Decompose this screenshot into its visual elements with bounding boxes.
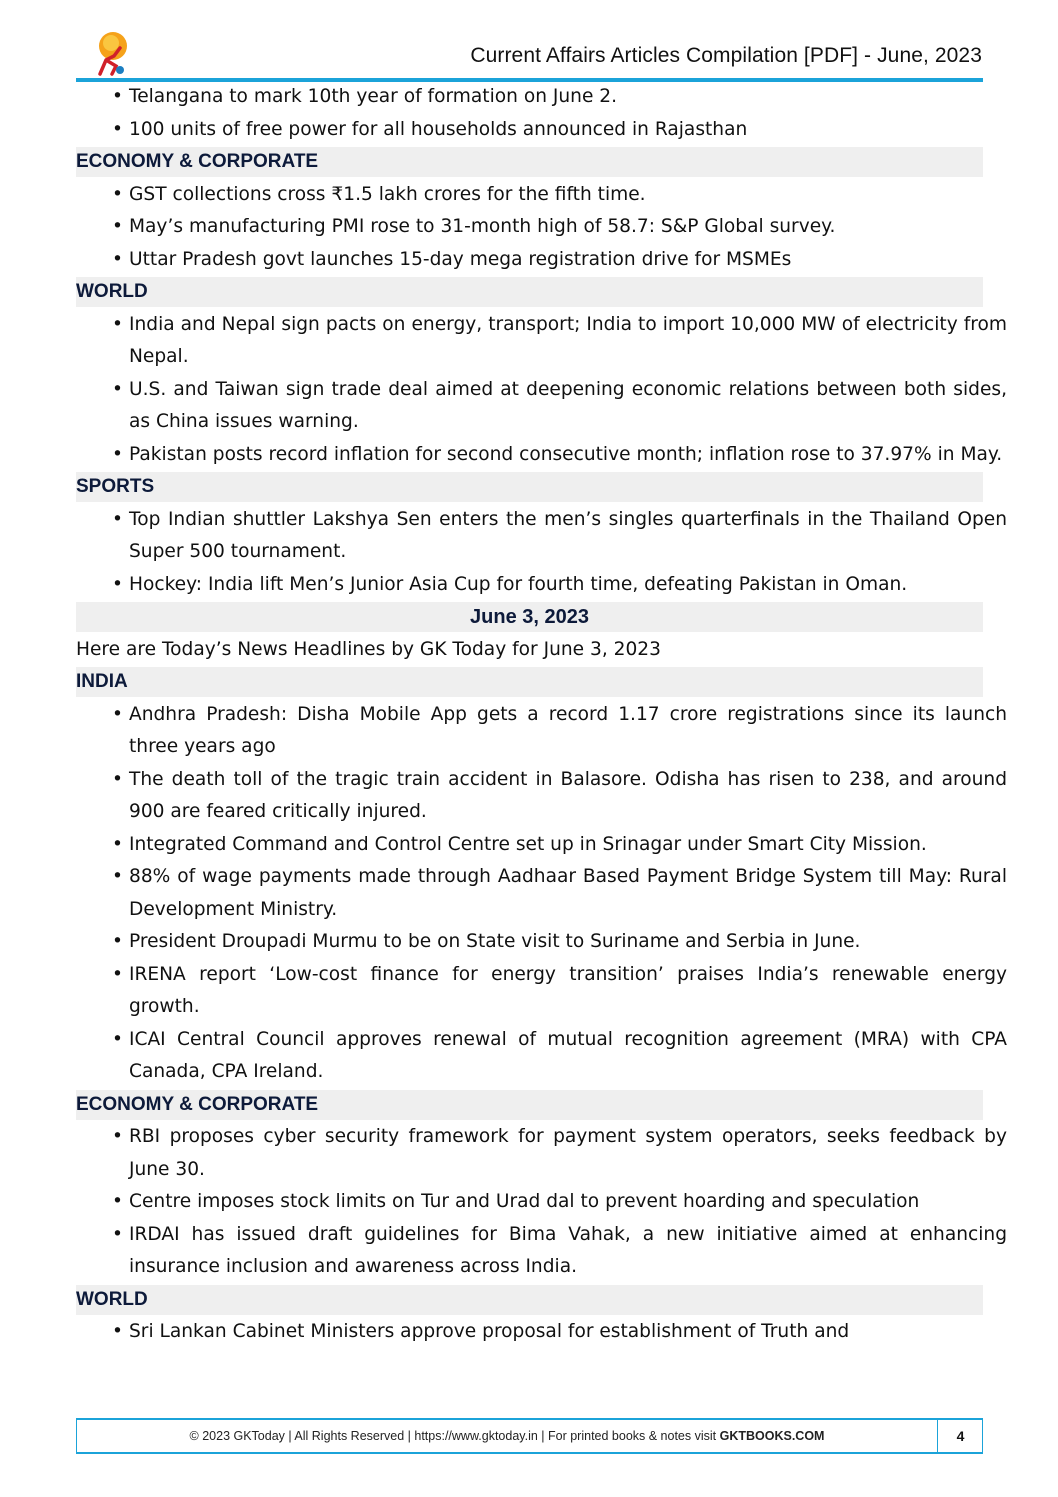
document-body xyxy=(76,81,1007,1397)
list-item-text: 88% of wage payments made through Aadhaar Based Payment Bridge System till May: Rural Development Ministry. xyxy=(129,866,1007,920)
section-heading: INDIA xyxy=(76,667,983,697)
bullet-icon: • xyxy=(112,443,123,465)
list-item-text: Uttar Pradesh govt launches 15-day mega registration drive for MSMEs xyxy=(129,248,792,270)
list-item-text: Telangana to mark 10th year of formation on June 2. xyxy=(129,86,618,107)
list-item-text: Pakistan posts record inflation for second consecutive month; inflation rose to 37.97% in May. xyxy=(129,443,1003,465)
footer-link[interactable]: GKTBOOKS.COM xyxy=(719,1429,825,1443)
section-heading: WORLD xyxy=(76,277,983,307)
section-heading: SPORTS xyxy=(76,472,983,502)
header-title: Current Affairs Articles Compilation [PDF] - June, 2023 xyxy=(470,44,982,67)
list-item xyxy=(76,504,1007,569)
list-item xyxy=(76,764,1007,829)
list-item xyxy=(76,569,1007,602)
list-item xyxy=(76,1186,1007,1219)
list-item-text: India and Nepal sign pacts on energy, transport; India to import 10,000 MW of electricity from Nepal. xyxy=(129,313,1007,367)
bullet-icon: • xyxy=(112,216,123,237)
list-item-text: IRENA report ‘Low-cost finance for energy transition’ praises India’s renewable energy growth. xyxy=(129,963,1007,1017)
list-item-text: 100 units of free power for all households announced in Rajasthan xyxy=(129,118,748,140)
list-item xyxy=(76,114,1007,147)
list-item-text: President Droupadi Murmu to be on State visit to Suriname and Serbia in June. xyxy=(129,931,861,952)
section-heading: WORLD xyxy=(76,1285,983,1315)
list-item-text: Integrated Command and Control Centre set up in Srinagar under Smart City Mission. xyxy=(129,833,927,855)
bullet-icon: • xyxy=(112,248,123,270)
section-heading: ECONOMY & CORPORATE xyxy=(76,147,983,177)
list-item-text: The death toll of the tragic train accident in Balasore. Odisha has risen to 238, and around 900 are feared critically injured. xyxy=(129,768,1007,822)
list-item xyxy=(76,1121,1007,1186)
bullet-icon: • xyxy=(112,183,123,205)
list-item xyxy=(76,1219,1007,1284)
bullet-icon: • xyxy=(112,118,123,140)
list-item xyxy=(76,1316,1007,1349)
bullet-icon: • xyxy=(112,86,123,107)
bullet-icon: • xyxy=(112,573,123,595)
list-item-text: Sri Lankan Cabinet Ministers approve proposal for establishment of Truth and xyxy=(129,1321,850,1342)
list-item xyxy=(76,244,1007,277)
list-item xyxy=(76,861,1007,926)
list-item-text: GST collections cross ₹1.5 lakh crores for the fifth time. xyxy=(129,183,646,205)
list-item xyxy=(76,926,1007,959)
bullet-icon: • xyxy=(112,1126,123,1147)
bullet-icon: • xyxy=(112,963,123,985)
bullet-icon: • xyxy=(112,931,123,952)
bullet-icon: • xyxy=(112,508,123,530)
list-item xyxy=(76,439,1007,472)
list-item-text: RBI proposes cyber security framework for payment system operators, seeks feedback by June 30. xyxy=(129,1126,1007,1180)
list-item-text: ICAI Central Council approves renewal of mutual recognition agreement (MRA) with CPA Canada, CPA Ireland. xyxy=(129,1028,1007,1082)
date-heading: June 3, 2023 xyxy=(76,602,983,632)
list-item xyxy=(76,699,1007,764)
bullet-icon: • xyxy=(112,378,123,400)
footer-copyright: © 2023 GKToday | All Rights Reserved | https://www.gktoday.in | For printed books & notes visit xyxy=(189,1429,720,1443)
bullet-icon: • xyxy=(112,866,123,887)
footer-text xyxy=(77,1420,937,1452)
list-item-text: May’s manufacturing PMI rose to 31-month high of 58.7: S&P Global survey. xyxy=(129,216,836,237)
page-number: 4 xyxy=(937,1420,983,1452)
bullet-icon: • xyxy=(112,703,123,725)
list-item-text: Top Indian shuttler Lakshya Sen enters the men’s singles quarterfinals in the Thailand Open Super 500 tournament. xyxy=(129,508,1007,562)
bullet-icon: • xyxy=(112,1191,123,1212)
page-footer xyxy=(76,1418,983,1454)
gktoday-logo xyxy=(92,30,132,78)
list-item xyxy=(76,374,1007,439)
list-item xyxy=(76,959,1007,1024)
list-item-text: U.S. and Taiwan sign trade deal aimed at deepening economic relations between both sides, as China issues warning. xyxy=(129,378,1007,432)
list-item xyxy=(76,829,1007,862)
bullet-icon: • xyxy=(112,768,123,790)
list-item xyxy=(76,1024,1007,1089)
list-item xyxy=(76,211,1007,244)
list-item xyxy=(76,81,1007,114)
bullet-icon: • xyxy=(112,1223,123,1245)
bullet-icon: • xyxy=(112,1028,123,1050)
bullet-icon: • xyxy=(112,1321,123,1342)
list-item-text: Hockey: India lift Men’s Junior Asia Cup for fourth time, defeating Pakistan in Oman. xyxy=(129,573,908,595)
list-item xyxy=(76,309,1007,374)
list-item-text: Centre imposes stock limits on Tur and Urad dal to prevent hoarding and speculation xyxy=(129,1191,920,1212)
list-item-text: IRDAI has issued draft guidelines for Bima Vahak, a new initiative aimed at enhancing insurance inclusion and awareness across India. xyxy=(129,1223,1007,1277)
bullet-icon: • xyxy=(112,313,123,335)
section-heading: ECONOMY & CORPORATE xyxy=(76,1090,983,1120)
list-item xyxy=(76,179,1007,212)
intro-paragraph: Here are Today’s News Headlines by GK Today for June 3, 2023 xyxy=(76,638,661,660)
bullet-icon: • xyxy=(112,833,123,855)
list-item-text: Andhra Pradesh: Disha Mobile App gets a record 1.17 crore registrations since its launch three years ago xyxy=(129,703,1007,757)
